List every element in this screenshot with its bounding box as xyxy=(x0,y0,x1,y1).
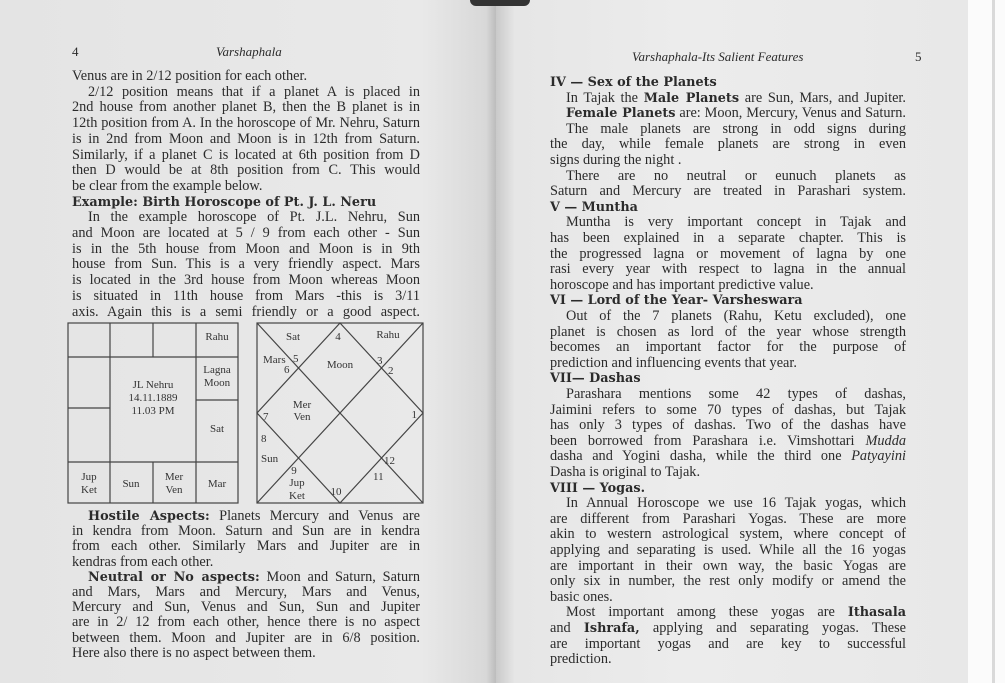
house-1: 1 xyxy=(411,409,417,421)
text: are Sun, Mars, and Jupiter. xyxy=(739,89,906,106)
text: and xyxy=(550,620,584,636)
text-line xyxy=(550,464,906,481)
text: prediction. xyxy=(550,651,612,668)
house-4: 4 xyxy=(335,331,341,343)
text: Moon and Saturn, Saturn xyxy=(259,568,421,585)
left-page xyxy=(0,0,496,683)
running-head: Varshaphala-Its Salient Features xyxy=(632,49,804,64)
bold-text: Example: Birth Horoscope of Pt. J. L. Neru xyxy=(72,194,377,210)
right-page xyxy=(496,0,968,683)
text: planet is chosen as lord of the year whose strength xyxy=(550,323,906,340)
text: 12th position from A. In the horoscope of Mr. Nehru, Saturn xyxy=(72,115,420,132)
text: Mercury and Sun, Venus and Sun, Sun and Jupiter xyxy=(72,599,420,616)
text-line xyxy=(550,292,906,309)
bold-text: Male Planets xyxy=(643,90,740,106)
text-line xyxy=(72,99,420,116)
text-line xyxy=(550,402,906,419)
cell-lagna: Lagna xyxy=(203,364,231,376)
text-line xyxy=(566,386,906,403)
cell-ket: Ket xyxy=(81,484,97,496)
text: is situated in 11th house from Mars -this is 3/11 xyxy=(72,287,420,304)
text-line xyxy=(72,304,420,321)
bold-text: VI — Lord of the Year- Varsheswara xyxy=(550,293,803,309)
text: dasha and Yogini dasha, while the third one xyxy=(550,448,852,465)
text-line xyxy=(550,589,906,606)
bold-text: Female Planets xyxy=(566,106,676,122)
text-line xyxy=(72,288,420,305)
text: are: Moon, Mercury, Venus and Saturn. xyxy=(675,105,907,122)
text-line xyxy=(550,636,906,653)
text: axis. Again this is a semi friendly or a good aspect. xyxy=(72,303,420,320)
text-line xyxy=(550,651,906,668)
window-edge xyxy=(992,0,995,683)
text: horoscope and has important predictive value. xyxy=(550,276,814,293)
cell-moon: Moon xyxy=(203,377,231,389)
bold-text: VIII — Yogas. xyxy=(550,480,646,496)
text: is in 2nd from Moon and Moon is in 12th from Saturn. xyxy=(72,130,420,147)
text: the progressed lagna or movement of lagna by one xyxy=(550,245,906,262)
text: Dasha is original to Tajak. xyxy=(550,464,701,480)
text-line xyxy=(550,339,906,356)
text: basic ones. xyxy=(550,588,613,605)
text: akin to western astrological system, where concept of xyxy=(550,526,906,543)
text-line xyxy=(550,573,906,590)
italic-text: Patyayini xyxy=(851,448,906,465)
cell-jup: Jup xyxy=(81,471,97,483)
text: rasi every year with respect to lagna in the annual xyxy=(550,261,906,278)
house-8: 8 xyxy=(261,433,267,445)
text: becomes an important factor for the purpose of xyxy=(550,339,906,356)
text-line xyxy=(566,105,906,122)
planet-jup: Jup xyxy=(289,477,305,489)
text-line xyxy=(550,230,906,247)
planet-mars: Mars xyxy=(263,354,286,366)
text-line xyxy=(550,324,906,341)
text: In Tajak the xyxy=(566,89,644,106)
text: and Moon are located at 5 / 9 from each other - Sun xyxy=(72,225,420,241)
text-line xyxy=(72,131,420,148)
text: then D would be at 8th position from C. This would xyxy=(72,162,420,179)
text: house from Sun. This is a very friendly aspect. Mars xyxy=(72,256,420,273)
text: Venus are in 2/12 position for each other. xyxy=(72,68,308,84)
south-indian-chart xyxy=(66,321,242,507)
house-11: 11 xyxy=(373,471,384,483)
text-line xyxy=(72,256,420,273)
north-indian-chart xyxy=(255,321,427,507)
text: Parashara mentions some 42 types of dashas, xyxy=(566,386,906,402)
text-line xyxy=(550,136,906,153)
cell-mer: Mer xyxy=(164,471,184,483)
text: In Annual Horoscope we use 16 Tajak yogas, which xyxy=(566,495,906,512)
text: are different from Parashari Yogas. These are more xyxy=(550,510,906,527)
text-line xyxy=(550,433,906,450)
planet-sat: Sat xyxy=(285,331,301,343)
text-line xyxy=(550,558,906,575)
text: between them. Moon and Jupiter are in 6/8 position. xyxy=(72,629,420,646)
text-line xyxy=(550,246,906,263)
text: Similarly, if a planet C is located at 6th position from D xyxy=(72,146,420,163)
cell-mar: Mar xyxy=(207,478,227,490)
text: kendras from each other. xyxy=(72,553,214,570)
text: only six in number, the rest only modify or amend the xyxy=(550,573,906,590)
text-line xyxy=(550,526,906,543)
text: be clear from the example below. xyxy=(72,177,263,194)
house-7: 7 xyxy=(263,411,269,423)
text: is in the 5th house from Moon and Moon is in 9th xyxy=(72,240,420,257)
text: are in 2/ 12 from each other, hence there is no aspect xyxy=(72,614,420,631)
text-line xyxy=(72,645,420,662)
house-10: 10 xyxy=(330,486,342,498)
text-line xyxy=(550,620,906,637)
bold-text: VII— Dashas xyxy=(550,371,641,387)
text: Jaimini refers to some 70 types of dashas, but Tajak xyxy=(550,401,906,418)
text-line xyxy=(72,241,420,258)
bold-text: Ithasala xyxy=(847,605,906,621)
text: has only 3 types of dashas. Two of the dashas have xyxy=(550,417,906,434)
text-line xyxy=(550,448,906,465)
text-line xyxy=(566,90,906,107)
planet-rahu: Rahu xyxy=(376,329,400,341)
text: applying and separating yogas. These xyxy=(639,620,907,636)
text: Most important among these yogas are xyxy=(566,604,848,621)
text-line xyxy=(88,209,420,226)
text-line xyxy=(550,74,906,91)
text-line xyxy=(566,495,906,512)
text-line xyxy=(550,183,906,200)
text-line xyxy=(72,147,420,164)
cell-sat: Sat xyxy=(209,423,225,435)
cell-ven: Ven xyxy=(165,484,183,496)
text-line xyxy=(550,261,906,278)
house-3: 3 xyxy=(377,355,383,367)
text: In the example horoscope of Pt. J.L. Nehru, Sun xyxy=(88,209,420,226)
cell-rahu: Rahu xyxy=(205,331,229,343)
bold-text: Neutral or No aspects: xyxy=(88,569,260,585)
text-line xyxy=(550,277,906,294)
text-line xyxy=(550,542,906,559)
running-head: Varshaphala xyxy=(216,44,282,59)
binding-shadow xyxy=(470,0,530,6)
text-line xyxy=(550,511,906,528)
house-6: 6 xyxy=(284,364,290,376)
cell-sun: Sun xyxy=(122,478,140,490)
text: 2nd house from another planet B, then the B planet is in xyxy=(72,99,420,116)
text: Muntha is very important concept in Tajak and xyxy=(566,214,906,231)
chart-time: 11.03 PM xyxy=(131,405,175,417)
text: applying and separating is used. While all the 16 yogas xyxy=(550,542,906,558)
text-line xyxy=(550,417,906,434)
text: Here also there is no aspect between them. xyxy=(72,644,316,661)
text: 2/12 position means that if a planet A is placed in xyxy=(88,83,420,100)
text: There are no neutral or eunuch planets as xyxy=(566,167,906,184)
house-2: 2 xyxy=(388,365,394,377)
text-line xyxy=(72,272,420,289)
text: has been explained in a separate chapter. This is xyxy=(550,230,906,246)
bold-text: Hostile Aspects: xyxy=(88,509,210,524)
text-line xyxy=(72,225,420,242)
text-line xyxy=(72,194,420,211)
text: and Mars, Mars and Mercury, Mars and Venus, xyxy=(72,584,420,600)
text-line xyxy=(72,115,420,132)
italic-text: Mudda xyxy=(865,432,906,449)
planet-ven: Ven xyxy=(293,411,311,423)
text-line xyxy=(566,214,906,231)
text: been borrowed from Parashara i.e. Vimshottari xyxy=(550,432,866,449)
planet-sun: Sun xyxy=(261,453,279,465)
planet-ket: Ket xyxy=(289,490,305,502)
chart-name: JL Nehru xyxy=(132,379,174,391)
text: is located in the 3rd house from Moon whereas Moon xyxy=(72,272,420,289)
text-line xyxy=(566,308,906,325)
page-number: 5 xyxy=(915,49,922,64)
text-line xyxy=(550,199,906,216)
house-5: 5 xyxy=(293,353,299,365)
text-line xyxy=(566,121,906,138)
text: from each other. Similarly Mars and Jupiter are in xyxy=(72,538,420,555)
planet-mer: Mer xyxy=(292,399,312,411)
page-number: 4 xyxy=(72,44,79,59)
bold-text: Ishrafa, xyxy=(583,621,640,636)
text-line xyxy=(550,370,906,387)
text: Saturn and Mercury are treated in Parashari system. xyxy=(550,183,906,200)
text-line xyxy=(566,604,906,621)
text: the day, while female planets are strong in even xyxy=(550,136,906,153)
text-line xyxy=(550,152,906,169)
text: are important in their own way, the basic Yogas are xyxy=(550,557,906,574)
text-line xyxy=(72,178,420,195)
text: are important yogas and are key to successful xyxy=(550,635,906,652)
text-line xyxy=(550,355,906,372)
house-12: 12 xyxy=(384,455,395,467)
bold-text: IV — Sex of the Planets xyxy=(550,75,717,90)
text: Planets Mercury and Venus are xyxy=(209,508,420,524)
bold-text: V — Muntha xyxy=(550,199,638,215)
text-line xyxy=(566,168,906,185)
text-line xyxy=(72,162,420,179)
text-line xyxy=(88,84,420,101)
text: in kendra from Moon. Saturn and Sun are in kendra xyxy=(72,523,420,540)
text: prediction and influencing events that year. xyxy=(550,354,797,371)
chart-date: 14.11.1889 xyxy=(128,392,178,404)
text: The male planets are strong in odd signs during xyxy=(566,120,906,137)
text: signs during the night . xyxy=(550,152,682,168)
planet-moon: Moon xyxy=(326,359,354,371)
text-line xyxy=(72,68,420,85)
text-line xyxy=(550,480,906,497)
text: Out of the 7 planets (Rahu, Ketu excluded), one xyxy=(566,308,906,324)
house-9: 9 xyxy=(291,465,297,477)
